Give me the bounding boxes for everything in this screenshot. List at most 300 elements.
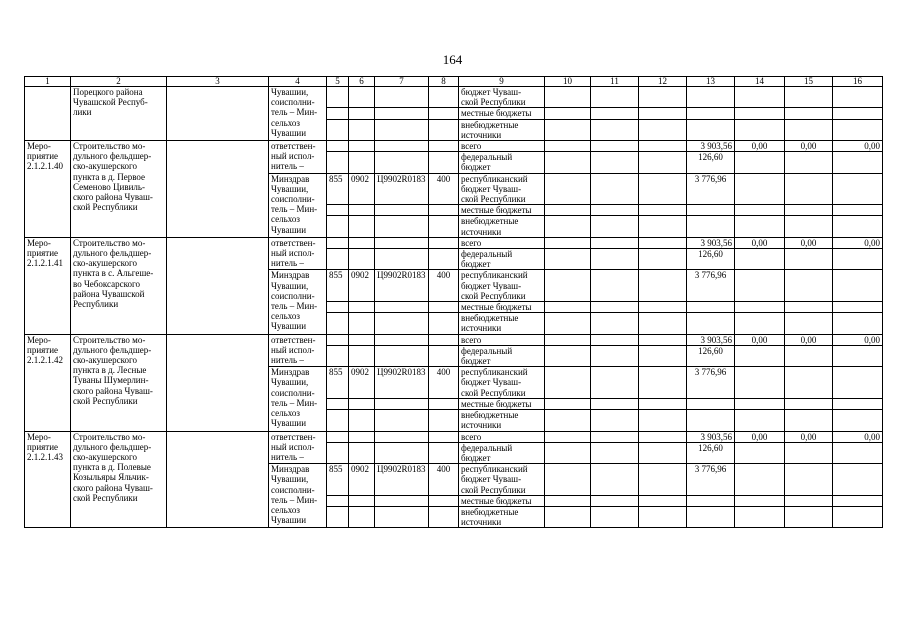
cell-empty xyxy=(833,249,883,270)
cell-empty xyxy=(349,442,375,463)
cell-empty xyxy=(545,119,591,140)
column-number: 4 xyxy=(269,77,327,87)
cell-empty xyxy=(545,173,591,205)
cell-empty xyxy=(327,205,349,216)
cell-empty xyxy=(639,334,687,345)
cell-empty xyxy=(545,431,591,442)
funding-source: бюджет Чуваш- ской Республики xyxy=(459,87,545,108)
cell-empty xyxy=(429,216,459,237)
cell-empty xyxy=(375,108,429,119)
cell-empty xyxy=(591,141,639,152)
cell-empty xyxy=(545,302,591,313)
cell-empty xyxy=(349,398,375,409)
cell-empty xyxy=(429,119,459,140)
cell-empty xyxy=(833,345,883,366)
cell-empty xyxy=(349,141,375,152)
cell-empty xyxy=(591,313,639,334)
cell-empty xyxy=(429,302,459,313)
cell-empty xyxy=(591,398,639,409)
cell-empty xyxy=(429,345,459,366)
cell-empty xyxy=(735,302,785,313)
cell-empty xyxy=(327,442,349,463)
cell-empty xyxy=(167,431,269,528)
cell-empty xyxy=(687,119,735,140)
cell-empty xyxy=(639,119,687,140)
value-cell: 0,00 xyxy=(735,431,785,442)
cell-empty xyxy=(327,216,349,237)
cell-empty xyxy=(375,442,429,463)
cell-empty xyxy=(785,108,833,119)
cell-empty xyxy=(429,205,459,216)
kbk-code: 400 xyxy=(429,173,459,205)
cell-empty xyxy=(639,249,687,270)
cell-empty xyxy=(349,249,375,270)
value-cell: 3 776,96 xyxy=(687,173,735,205)
funding-source: внебюджетные источники xyxy=(459,313,545,334)
cell-empty xyxy=(429,398,459,409)
cell-empty xyxy=(327,152,349,173)
responsible-executor: ответствен- ный испол- нитель – xyxy=(269,334,327,367)
cell-empty xyxy=(349,119,375,140)
cell-empty xyxy=(429,495,459,506)
cell-empty xyxy=(327,302,349,313)
column-number: 11 xyxy=(591,77,639,87)
cell-empty xyxy=(833,367,883,399)
table-body xyxy=(25,77,883,528)
cell-empty xyxy=(833,398,883,409)
value-cell: 0,00 xyxy=(833,431,883,442)
funding-source: республиканский бюджет Чуваш- ской Республики xyxy=(459,173,545,205)
cell-empty xyxy=(429,506,459,527)
cell-empty xyxy=(833,216,883,237)
column-number: 7 xyxy=(375,77,429,87)
cell-empty xyxy=(735,313,785,334)
cell-empty xyxy=(833,442,883,463)
funding-source: федеральный бюджет xyxy=(459,152,545,173)
cell-empty xyxy=(687,495,735,506)
column-number: 15 xyxy=(785,77,833,87)
cell-empty xyxy=(785,464,833,496)
cell-empty xyxy=(545,152,591,173)
cell-empty xyxy=(639,398,687,409)
continuation-row xyxy=(25,87,883,108)
cell-empty xyxy=(429,108,459,119)
cell-empty xyxy=(735,506,785,527)
measure-name: Порецкого района Чувашской Респуб- лики xyxy=(71,87,167,141)
cell-empty xyxy=(785,270,833,302)
cell-empty xyxy=(429,249,459,270)
funding-source: местные бюджеты xyxy=(459,495,545,506)
responsible-executor: ответствен- ный испол- нитель – xyxy=(269,237,327,270)
cell-empty xyxy=(735,108,785,119)
cell-empty xyxy=(375,216,429,237)
responsible-executor: ответствен- ный испол- нитель – xyxy=(269,431,327,464)
kbk-code: 0902 xyxy=(349,464,375,496)
cell-empty xyxy=(545,506,591,527)
cell-empty xyxy=(545,442,591,463)
cell-empty xyxy=(785,249,833,270)
measure-row-total xyxy=(25,334,883,345)
cell-empty xyxy=(545,495,591,506)
cell-empty xyxy=(639,464,687,496)
cell-empty xyxy=(735,367,785,399)
cell-empty xyxy=(591,173,639,205)
cell-empty xyxy=(167,141,269,238)
cell-empty xyxy=(591,152,639,173)
cell-empty xyxy=(545,313,591,334)
column-number: 16 xyxy=(833,77,883,87)
page-number: 164 xyxy=(442,52,463,67)
column-number: 12 xyxy=(639,77,687,87)
cell-empty xyxy=(25,87,71,141)
cell-empty xyxy=(639,410,687,431)
funding-source: федеральный бюджет xyxy=(459,345,545,366)
cell-empty xyxy=(735,152,785,173)
cell-empty xyxy=(349,506,375,527)
cell-empty xyxy=(591,119,639,140)
funding-source: внебюджетные источники xyxy=(459,119,545,140)
cell-empty xyxy=(833,173,883,205)
measure-id: Меро- приятие 2.1.2.1.41 xyxy=(25,237,71,334)
column-number: 6 xyxy=(349,77,375,87)
cell-empty xyxy=(375,249,429,270)
value-cell: 0,00 xyxy=(735,141,785,152)
responsible-executor: ответствен- ный испол- нитель – xyxy=(269,141,327,174)
value-cell: 3 776,96 xyxy=(687,464,735,496)
cell-empty xyxy=(591,87,639,108)
value-cell: 3 903,56 xyxy=(687,141,735,152)
cell-empty xyxy=(833,108,883,119)
column-number: 1 xyxy=(25,77,71,87)
cell-empty xyxy=(545,249,591,270)
cell-empty xyxy=(687,410,735,431)
cell-empty xyxy=(375,205,429,216)
cell-empty xyxy=(375,313,429,334)
column-number: 9 xyxy=(459,77,545,87)
kbk-code: 855 xyxy=(327,367,349,399)
value-cell: 0,00 xyxy=(833,237,883,248)
funding-source: местные бюджеты xyxy=(459,108,545,119)
cell-empty xyxy=(545,270,591,302)
funding-source: внебюджетные источники xyxy=(459,216,545,237)
kbk-code: 400 xyxy=(429,270,459,302)
cell-empty xyxy=(833,152,883,173)
cell-empty xyxy=(735,173,785,205)
cell-empty xyxy=(785,367,833,399)
responsible-executor: Минздрав Чувашии, соисполни- тель – Мин- сельхоз Чувашии xyxy=(269,173,327,237)
cell-empty xyxy=(639,506,687,527)
cell-empty xyxy=(591,506,639,527)
cell-empty xyxy=(785,302,833,313)
cell-empty xyxy=(639,108,687,119)
cell-empty xyxy=(735,205,785,216)
cell-empty xyxy=(167,334,269,431)
cell-empty xyxy=(429,431,459,442)
cell-empty xyxy=(375,410,429,431)
cell-empty xyxy=(687,205,735,216)
cell-empty xyxy=(327,495,349,506)
cell-empty xyxy=(687,108,735,119)
cell-empty xyxy=(375,398,429,409)
cell-empty xyxy=(687,313,735,334)
cell-empty xyxy=(687,398,735,409)
cell-empty xyxy=(785,205,833,216)
value-cell: 3 903,56 xyxy=(687,237,735,248)
value-cell: 0,00 xyxy=(785,431,833,442)
cell-empty xyxy=(639,345,687,366)
kbk-code: 855 xyxy=(327,464,349,496)
cell-empty xyxy=(349,216,375,237)
cell-empty xyxy=(639,173,687,205)
cell-empty xyxy=(639,216,687,237)
measure-name: Строительство мо- дульного фельдшер- ско-акушерского пункта в д. Первое Семеново Цивиль- ского района Чуваш- ской Республики xyxy=(71,141,167,238)
kbk-code: 855 xyxy=(327,173,349,205)
cell-empty xyxy=(785,345,833,366)
cell-empty xyxy=(639,367,687,399)
cell-empty xyxy=(785,87,833,108)
measure-name: Строительство мо- дульного фельдшер- ско-акушерского пункта в д. Лесные Туваны Шумерлин- ского района Чуваш- ской Республики xyxy=(71,334,167,431)
value-cell: 0,00 xyxy=(785,334,833,345)
measure-name: Строительство мо- дульного фельдшер- ско-акушерского пункта в с. Альгеше- во Чебоксарского района Чувашской Республики xyxy=(71,237,167,334)
column-number: 3 xyxy=(167,77,269,87)
cell-empty xyxy=(833,464,883,496)
measure-row-total xyxy=(25,431,883,442)
cell-empty xyxy=(349,345,375,366)
funding-source: внебюджетные источники xyxy=(459,506,545,527)
cell-empty xyxy=(591,442,639,463)
value-cell: 0,00 xyxy=(785,237,833,248)
cell-empty xyxy=(349,410,375,431)
column-number: 10 xyxy=(545,77,591,87)
cell-empty xyxy=(833,313,883,334)
cell-empty xyxy=(833,495,883,506)
cell-empty xyxy=(545,345,591,366)
cell-empty xyxy=(349,237,375,248)
measure-name: Строительство мо- дульного фельдшер- ско-акушерского пункта в д. Полевые Козыльяры Яльчик- ского района Чуваш- ской Республики xyxy=(71,431,167,528)
funding-source: республиканский бюджет Чуваш- ской Республики xyxy=(459,270,545,302)
funding-source: всего xyxy=(459,431,545,442)
cell-empty xyxy=(735,464,785,496)
kbk-code: Ц9902R0183 xyxy=(375,270,429,302)
cell-empty xyxy=(349,495,375,506)
cell-empty xyxy=(545,87,591,108)
cell-empty xyxy=(785,313,833,334)
cell-empty xyxy=(375,237,429,248)
cell-empty xyxy=(591,464,639,496)
column-number: 14 xyxy=(735,77,785,87)
column-number: 2 xyxy=(71,77,167,87)
column-number-row xyxy=(25,77,883,87)
cell-empty xyxy=(591,302,639,313)
cell-empty xyxy=(833,205,883,216)
cell-empty xyxy=(639,237,687,248)
cell-empty xyxy=(591,237,639,248)
cell-empty xyxy=(429,410,459,431)
cell-empty xyxy=(735,410,785,431)
value-cell: 126,60 xyxy=(687,152,735,173)
cell-empty xyxy=(327,431,349,442)
kbk-code: 855 xyxy=(327,270,349,302)
cell-empty xyxy=(429,152,459,173)
value-cell: 3 903,56 xyxy=(687,431,735,442)
kbk-code: 0902 xyxy=(349,367,375,399)
cell-empty xyxy=(327,398,349,409)
measure-row-total xyxy=(25,237,883,248)
responsible-executor: Минздрав Чувашии, соисполни- тель – Мин- сельхоз Чувашии xyxy=(269,270,327,334)
cell-empty xyxy=(429,141,459,152)
cell-empty xyxy=(327,334,349,345)
value-cell: 3 903,56 xyxy=(687,334,735,345)
responsible-executor: Минздрав Чувашии, соисполни- тель – Мин- сельхоз Чувашии xyxy=(269,367,327,431)
cell-empty xyxy=(545,205,591,216)
cell-empty xyxy=(591,495,639,506)
cell-empty xyxy=(639,302,687,313)
cell-empty xyxy=(639,87,687,108)
cell-empty xyxy=(327,313,349,334)
cell-empty xyxy=(349,334,375,345)
cell-empty xyxy=(785,119,833,140)
cell-empty xyxy=(327,410,349,431)
value-cell: 0,00 xyxy=(785,141,833,152)
cell-empty xyxy=(429,87,459,108)
cell-empty xyxy=(639,205,687,216)
cell-empty xyxy=(785,216,833,237)
budget-table xyxy=(24,76,883,528)
funding-source: всего xyxy=(459,237,545,248)
cell-empty xyxy=(429,237,459,248)
kbk-code: Ц9902R0183 xyxy=(375,173,429,205)
cell-empty xyxy=(375,506,429,527)
cell-empty xyxy=(545,367,591,399)
funding-source: внебюджетные источники xyxy=(459,410,545,431)
cell-empty xyxy=(735,216,785,237)
cell-empty xyxy=(349,205,375,216)
cell-empty xyxy=(327,237,349,248)
value-cell: 0,00 xyxy=(833,334,883,345)
funding-source: всего xyxy=(459,334,545,345)
cell-empty xyxy=(735,345,785,366)
funding-source: федеральный бюджет xyxy=(459,249,545,270)
cell-empty xyxy=(349,108,375,119)
cell-empty xyxy=(687,87,735,108)
cell-empty xyxy=(785,495,833,506)
cell-empty xyxy=(639,141,687,152)
cell-empty xyxy=(591,108,639,119)
cell-empty xyxy=(429,442,459,463)
cell-empty xyxy=(639,270,687,302)
cell-empty xyxy=(785,410,833,431)
cell-empty xyxy=(591,270,639,302)
cell-empty xyxy=(591,345,639,366)
cell-empty xyxy=(545,216,591,237)
cell-empty xyxy=(687,216,735,237)
cell-empty xyxy=(545,410,591,431)
cell-empty xyxy=(735,249,785,270)
cell-empty xyxy=(349,302,375,313)
column-number: 5 xyxy=(327,77,349,87)
cell-empty xyxy=(735,398,785,409)
measure-row-total xyxy=(25,141,883,152)
cell-empty xyxy=(785,173,833,205)
cell-empty xyxy=(375,119,429,140)
cell-empty xyxy=(167,87,269,141)
cell-empty xyxy=(327,87,349,108)
cell-empty xyxy=(687,506,735,527)
value-cell: 3 776,96 xyxy=(687,367,735,399)
cell-empty xyxy=(833,302,883,313)
cell-empty xyxy=(349,152,375,173)
cell-empty xyxy=(639,152,687,173)
cell-empty xyxy=(327,119,349,140)
cell-empty xyxy=(375,334,429,345)
value-cell: 3 776,96 xyxy=(687,270,735,302)
column-number: 13 xyxy=(687,77,735,87)
value-cell: 126,60 xyxy=(687,345,735,366)
cell-empty xyxy=(639,313,687,334)
funding-source: республиканский бюджет Чуваш- ской Республики xyxy=(459,464,545,496)
cell-empty xyxy=(785,506,833,527)
kbk-code: 0902 xyxy=(349,173,375,205)
funding-source: местные бюджеты xyxy=(459,205,545,216)
measure-id: Меро- приятие 2.1.2.1.40 xyxy=(25,141,71,238)
cell-empty xyxy=(375,431,429,442)
responsible-executor: Минздрав Чувашии, соисполни- тель – Мин- сельхоз Чувашии xyxy=(269,464,327,528)
cell-empty xyxy=(545,398,591,409)
cell-empty xyxy=(833,506,883,527)
responsible-executor: Чувашии, соисполни- тель – Мин- сельхоз Чувашии xyxy=(269,87,327,141)
cell-empty xyxy=(375,152,429,173)
cell-empty xyxy=(327,506,349,527)
cell-empty xyxy=(785,398,833,409)
cell-empty xyxy=(833,87,883,108)
cell-empty xyxy=(591,410,639,431)
cell-empty xyxy=(375,141,429,152)
cell-empty xyxy=(687,302,735,313)
cell-empty xyxy=(833,270,883,302)
funding-source: местные бюджеты xyxy=(459,398,545,409)
cell-empty xyxy=(735,495,785,506)
cell-empty xyxy=(349,87,375,108)
cell-empty xyxy=(735,119,785,140)
kbk-code: Ц9902R0183 xyxy=(375,367,429,399)
cell-empty xyxy=(349,313,375,334)
value-cell: 126,60 xyxy=(687,249,735,270)
cell-empty xyxy=(545,141,591,152)
cell-empty xyxy=(429,334,459,345)
cell-empty xyxy=(327,249,349,270)
cell-empty xyxy=(375,345,429,366)
cell-empty xyxy=(591,367,639,399)
cell-empty xyxy=(375,87,429,108)
value-cell: 0,00 xyxy=(833,141,883,152)
cell-empty xyxy=(349,431,375,442)
cell-empty xyxy=(639,442,687,463)
cell-empty xyxy=(429,313,459,334)
measure-id: Меро- приятие 2.1.2.1.43 xyxy=(25,431,71,528)
column-number: 8 xyxy=(429,77,459,87)
cell-empty xyxy=(785,442,833,463)
cell-empty xyxy=(327,141,349,152)
funding-source: республиканский бюджет Чуваш- ской Республики xyxy=(459,367,545,399)
kbk-code: 0902 xyxy=(349,270,375,302)
cell-empty xyxy=(327,108,349,119)
funding-source: местные бюджеты xyxy=(459,302,545,313)
cell-empty xyxy=(167,237,269,334)
value-cell: 0,00 xyxy=(735,237,785,248)
cell-empty xyxy=(735,442,785,463)
measure-id: Меро- приятие 2.1.2.1.42 xyxy=(25,334,71,431)
cell-empty xyxy=(591,431,639,442)
